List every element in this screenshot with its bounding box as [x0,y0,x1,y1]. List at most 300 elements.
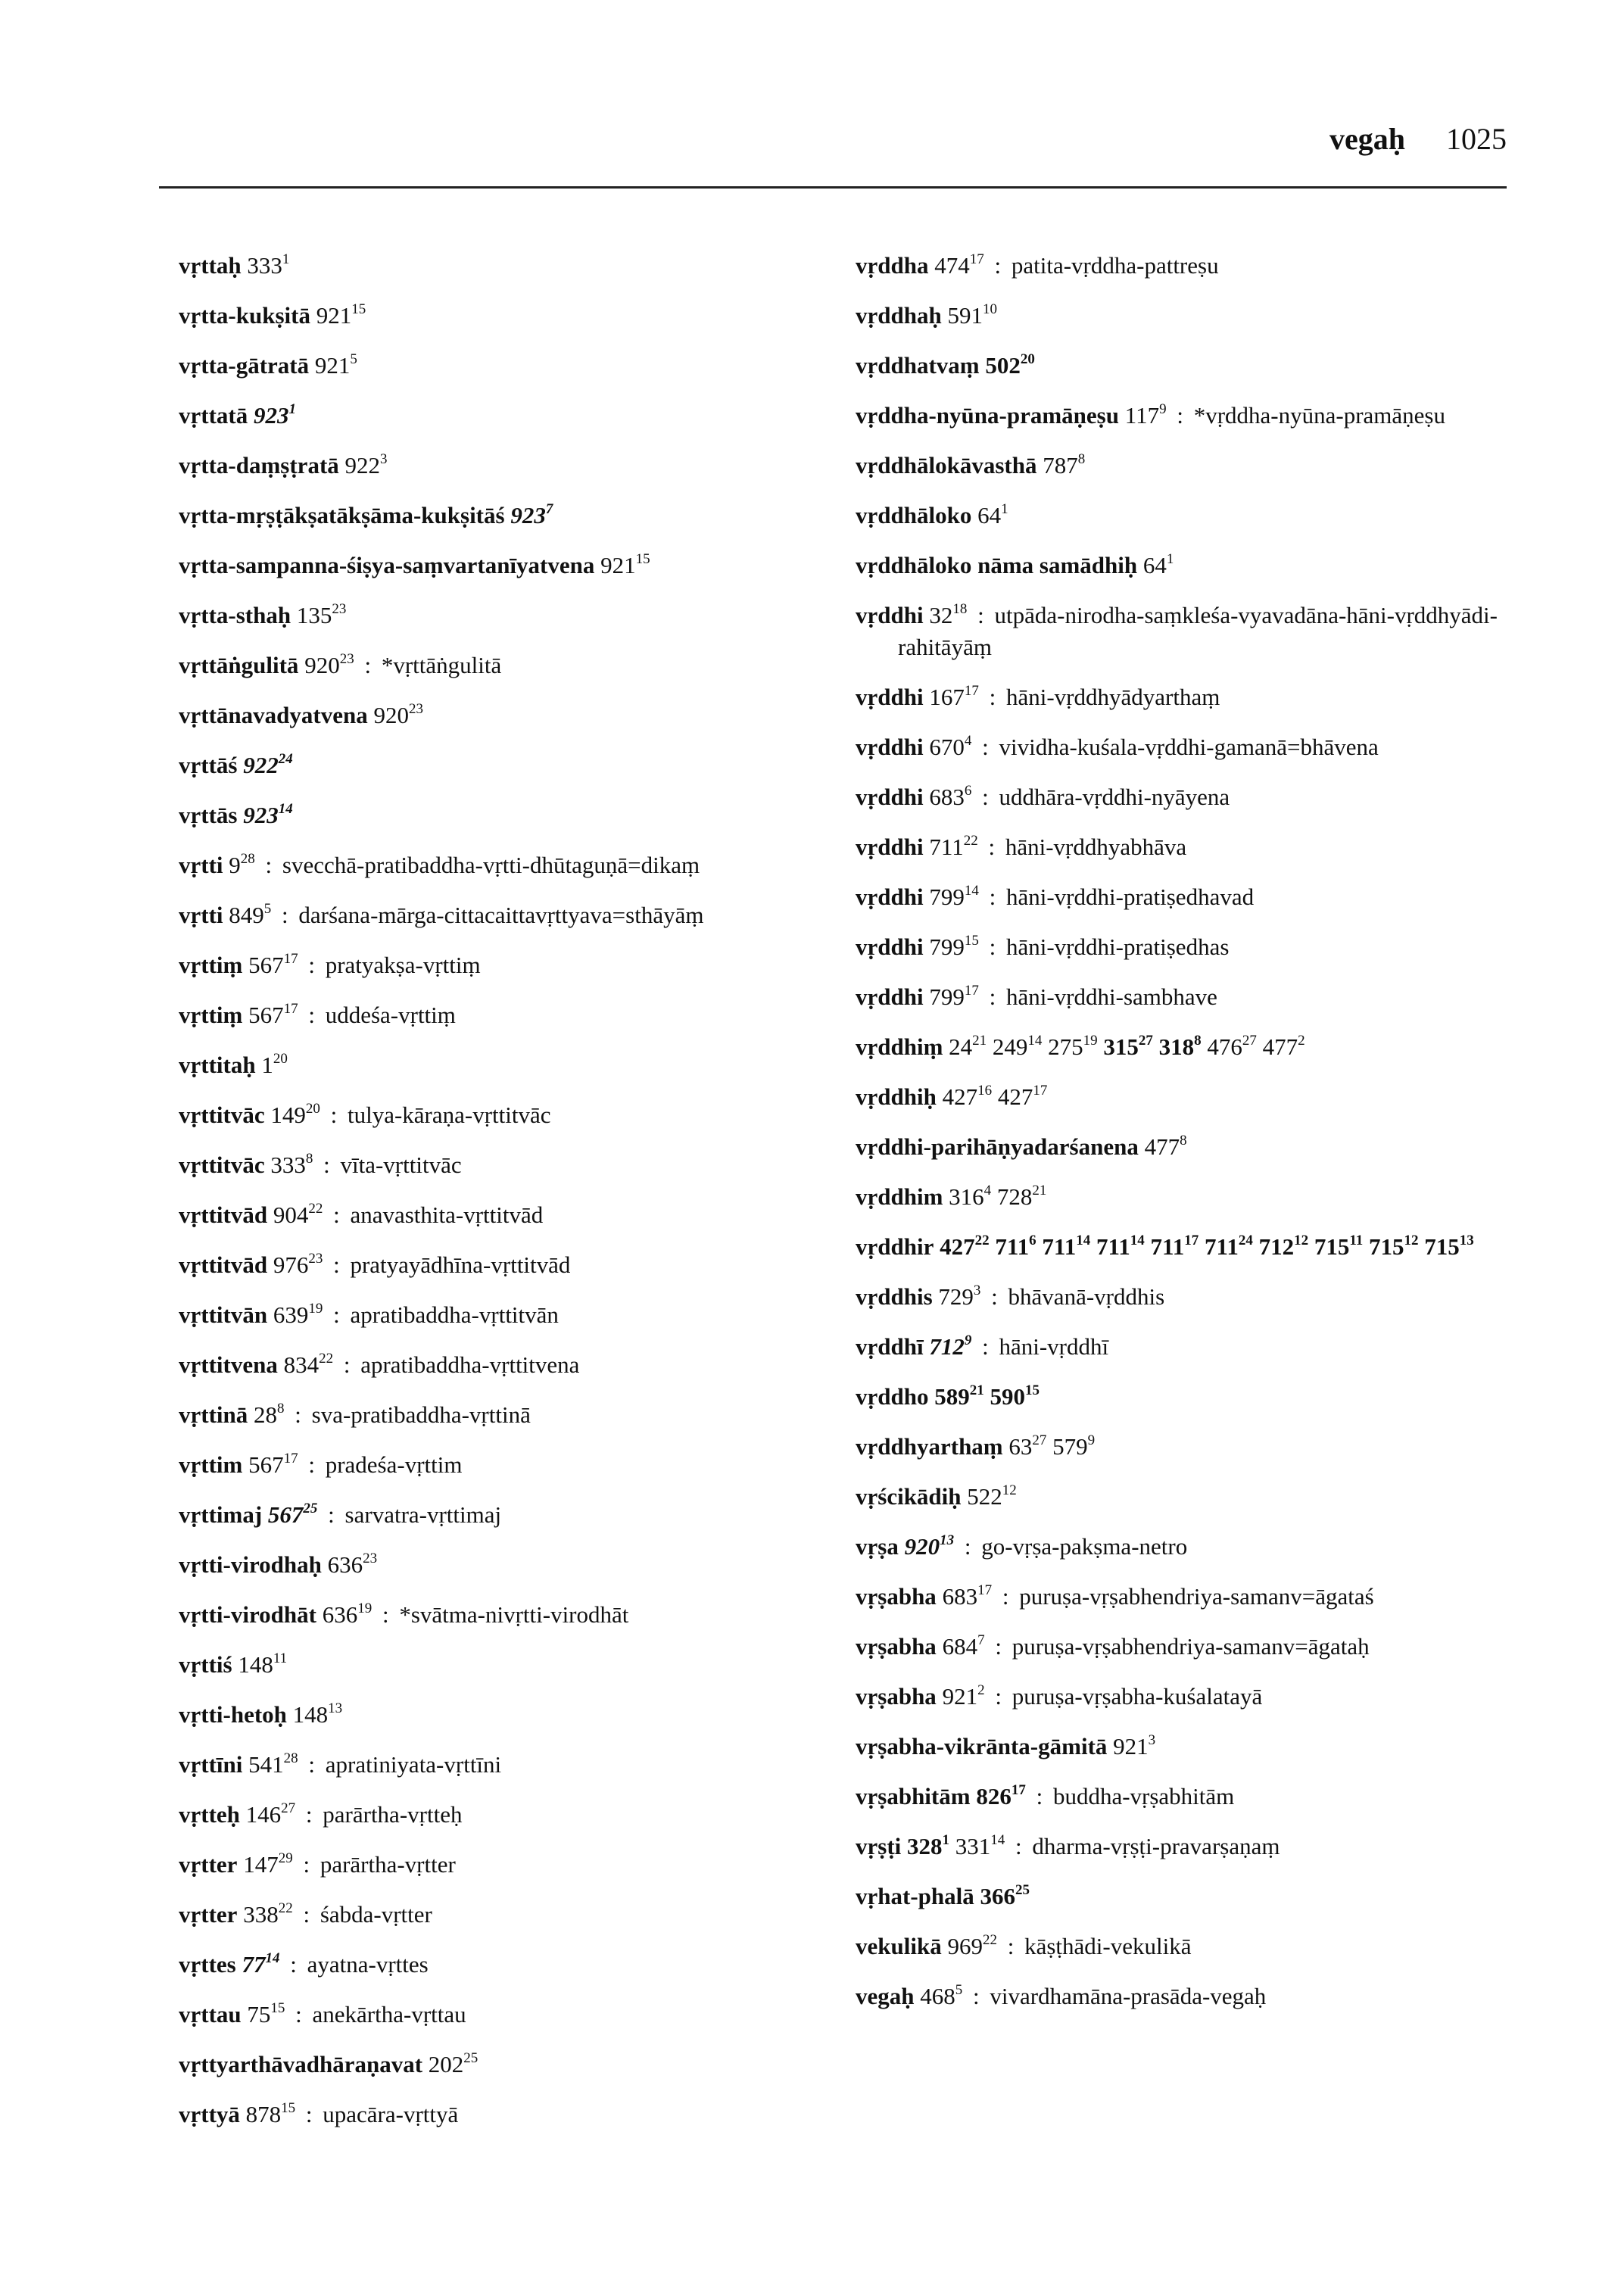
page-line-ref [947,302,997,329]
line-ref: 8 [277,1401,285,1417]
context-text: puruṣa-vṛṣabhendriya-samanv=āgataś [1019,1583,1374,1610]
page-ref: 117 [1124,402,1160,429]
context-text: vivardhamāna-prasāda-vegaḥ [990,1983,1267,2009]
page-line-ref [1043,452,1085,478]
line-ref: 29 [278,1850,293,1866]
page-ref: 579 [1052,1433,1088,1460]
headword: vṛddhi [856,684,924,710]
page-ref: 711 [1096,1233,1130,1260]
headword: vṛttitvād [179,1202,268,1228]
headword: vṛddhi [856,784,924,810]
index-entry [856,1731,1522,1763]
page-ref: 921 [1113,1733,1149,1759]
context-text: anekārtha-vṛttau [312,2001,466,2028]
line-ref: 14 [964,883,979,899]
page-ref: 316 [949,1183,984,1210]
page-line-ref [273,1202,323,1228]
headword: vṛṣṭi [856,1833,902,1859]
line-ref: 17 [1184,1233,1199,1248]
line-ref: 5 [350,351,357,367]
headword: vṛtti-virodhaḥ [179,1551,322,1578]
line-ref: 7 [545,501,553,517]
headword: vṛttim [179,1451,243,1478]
index-entry [179,250,845,282]
page-line-ref [1008,1433,1046,1460]
page-ref: 712 [1258,1233,1295,1260]
page-line-ref [976,1783,1026,1809]
headword: vṛttāṅgulitā [179,652,299,678]
headword: vṛtter [179,1901,238,1928]
context-separator: : [982,734,989,760]
page-ref: 904 [273,1202,309,1228]
page-ref: 711 [929,834,964,860]
context-text: kāṣṭhādi-vekulikā [1024,1933,1192,1959]
index-entry [179,1749,845,1781]
page-line-ref [1314,1233,1363,1260]
line-ref: 8 [1180,1133,1187,1149]
headword: vṛddhi [856,734,924,760]
context-separator: : [1007,1933,1015,1959]
context-separator: : [982,1333,989,1360]
page-ref: 148 [292,1701,329,1728]
context-separator: : [1015,1833,1022,1859]
page-ref: 729 [938,1283,974,1310]
page-line-ref [977,502,1008,528]
page-line-ref [940,1233,990,1260]
page-line-ref [248,1002,298,1028]
headword: vegaḥ [856,1983,915,2009]
page-ref: 567 [248,1451,284,1478]
page-ref: 477 [1144,1133,1180,1160]
headword: vṛttitvāc [179,1102,265,1128]
page-ref: 922 [344,452,381,478]
headword: vṛttau [179,2001,242,2028]
index-entry [856,731,1522,763]
page-ref: 146 [245,1801,282,1828]
index-entry [179,600,845,631]
line-ref: 24 [278,751,293,767]
line-ref: 25 [303,1501,318,1516]
line-ref: 4 [964,733,972,749]
page-ref: 77 [242,1951,266,1978]
index-entry [179,1349,845,1381]
line-ref: 3 [380,451,388,467]
page-ref: 476 [1207,1033,1242,1060]
headword: vṛttitaḥ [179,1052,256,1078]
context-text: pratyakṣa-vṛttiṃ [325,952,481,978]
index-entry [179,1599,845,1631]
context-separator: : [333,1301,340,1328]
page-line-ref [929,734,971,760]
page-ref: 366 [980,1883,1015,1909]
page-line-ref [242,1951,279,1978]
headword: vṛddhiḥ [856,1083,937,1110]
index-entry [856,1681,1522,1713]
page-line-ref [949,1183,991,1210]
page-number: 1025 [1446,122,1507,156]
line-ref: 25 [463,2050,478,2066]
line-ref: 23 [308,1251,323,1267]
page-line-ref [938,1283,980,1310]
page-ref: 249 [992,1033,1028,1060]
line-ref: 19 [1083,1033,1098,1049]
headword: vṛddhis [856,1283,933,1310]
line-ref: 13 [328,1700,343,1716]
page-line-ref [270,1102,320,1128]
line-ref: 22 [319,1351,334,1367]
headword: vṛddhi [856,834,924,860]
page-ref: 711 [1205,1233,1239,1260]
index-entry [179,1899,845,1931]
context-separator: : [1036,1783,1043,1809]
line-ref: 12 [1002,1482,1017,1498]
index-entry [856,1031,1522,1063]
line-ref: 15 [635,551,650,567]
page-ref: 920 [304,652,340,678]
page-line-ref [943,1683,985,1710]
headword: vṛddhi [856,983,924,1010]
page-ref: 64 [1142,552,1167,578]
right-column [856,250,1522,2031]
context-text: ayatna-vṛttes [307,1951,429,1978]
index-entry [856,1181,1522,1213]
page-line-ref [293,1701,343,1728]
index-entry [856,1881,1522,1912]
headword: vṛṣa [856,1533,899,1560]
line-ref: 9 [1087,1432,1096,1448]
page-line-ref [243,1851,293,1878]
context-text: anavasthita-vṛttitvād [350,1202,544,1228]
line-ref: 17 [964,683,979,699]
line-ref: 15 [281,2100,296,2116]
page-ref: 636 [327,1551,363,1578]
index-entry [856,350,1522,382]
page-line-ref [254,402,296,429]
context-separator: : [964,1533,971,1560]
page-ref: 147 [243,1851,279,1878]
page-line-ref [316,302,366,329]
page-line-ref [248,952,298,978]
page-ref: 427 [997,1083,1033,1110]
page-ref: 590 [990,1383,1025,1410]
index-entry [179,799,845,831]
headword: vṛddhi [856,884,924,910]
page-line-ref [943,1083,993,1110]
line-ref: 6 [1029,1233,1036,1248]
page-line-ref [247,2001,285,2028]
line-ref: 17 [283,1001,298,1017]
page-line-ref [1369,1233,1419,1260]
line-ref: 14 [1027,1033,1043,1049]
page-ref: 591 [947,302,983,329]
line-ref: 14 [265,1950,280,1966]
page-ref: 589 [934,1383,970,1410]
index-entry [179,1199,845,1231]
line-ref: 28 [283,1750,298,1766]
page-line-ref [934,252,984,279]
index-entry [179,400,845,432]
context-separator: : [989,983,996,1010]
index-entry [179,1699,845,1731]
line-ref: 15 [270,2000,285,2016]
headword: vṛddhatvaṃ [856,352,980,379]
page-line-ref [929,933,979,960]
line-ref: 20 [273,1051,288,1067]
line-ref: 5 [955,1982,963,1998]
context-separator: : [989,933,996,960]
line-ref: 21 [972,1033,987,1049]
page-line-ref [270,1152,313,1178]
line-ref: 2 [1298,1033,1305,1049]
page-line-ref [429,2051,478,2077]
page-line-ref [998,1083,1048,1110]
headword: vṛddhi [856,933,924,960]
line-ref: 23 [339,651,354,667]
context-text: sva-pratibaddha-vṛttinā [311,1401,531,1428]
index-entry [856,400,1522,432]
context-text: parārtha-vṛtter [320,1851,456,1878]
headword: vṛtta-kukṣitā [179,302,310,329]
index-entry [856,781,1522,813]
line-ref: 7 [977,1632,985,1648]
index-entry [856,1581,1522,1613]
page-ref: 715 [1424,1233,1460,1260]
index-entry [856,1481,1522,1513]
headword: vṛttimaj [179,1501,263,1528]
line-ref: 5 [263,901,272,917]
page-ref: 715 [1314,1233,1350,1260]
page-ref: 331 [955,1833,991,1859]
headword: vṛddha-nyūna-pramāṇeṣu [856,402,1119,429]
context-separator: : [323,1152,330,1178]
page-line-ref [997,1183,1047,1210]
line-ref: 11 [273,1650,288,1666]
context-separator: : [265,852,273,878]
index-entry [856,1981,1522,2012]
index-entry [179,1149,845,1181]
page-ref: 9 [229,852,241,878]
page-ref: 799 [929,884,965,910]
context-separator: : [994,252,1002,279]
line-ref: 13 [940,1532,955,1548]
page-ref: 333 [270,1152,306,1178]
context-text: śabda-vṛtter [320,1901,432,1928]
headword: vṛddhyarthaṃ [856,1433,1003,1460]
line-ref: 17 [1011,1782,1026,1798]
line-ref: 12 [1404,1233,1419,1248]
page-line-ref [1259,1233,1309,1260]
line-ref: 8 [1077,451,1086,467]
page-ref: 683 [929,784,965,810]
page-line-ref [1263,1033,1305,1060]
context-text: tulya-kāraṇa-vṛttitvāc [347,1102,551,1128]
page-line-ref [261,1052,288,1078]
context-text: uddhāra-vṛddhi-nyāyena [999,784,1230,810]
index-entry [856,981,1522,1013]
page-line-ref [995,1233,1036,1260]
page-line-ref [1159,1033,1202,1060]
line-ref: 21 [969,1382,984,1398]
context-text: vīta-vṛttitvāc [340,1152,462,1178]
context-separator: : [308,1002,315,1028]
context-separator: : [1002,1583,1009,1610]
context-text: vividha-kuśala-vṛddhi-gamanā=bhāvena [999,734,1379,760]
headword: vṛttīni [179,1751,243,1778]
page-ref: 920 [373,702,409,728]
page-line-ref [248,1451,298,1478]
line-ref: 27 [1242,1033,1257,1049]
line-ref: 17 [977,1582,993,1598]
headword: vṛtta-daṃṣṭratā [179,452,339,478]
context-separator: : [303,1901,310,1928]
line-ref: 27 [281,1800,296,1816]
page-ref: 712 [929,1333,965,1360]
context-text: svecchā-pratibaddha-vṛtti-dhūtaguṇā=dikaṃ [282,852,700,878]
context-text: hāni-vṛddhi-sambhave [1005,983,1217,1010]
page-line-ref [246,1801,296,1828]
index-entry [179,450,845,482]
page-line-ref [1042,1233,1090,1260]
headword: vṛttes [179,1951,236,1978]
context-separator: : [328,1501,335,1528]
context-text: *svātma-nivṛtti-virodhāt [399,1601,629,1628]
index-entry [179,650,845,681]
context-text: patita-vṛddha-pattreṣu [1011,252,1219,279]
index-entry [179,1099,845,1131]
page-line-ref [1052,1433,1095,1460]
page-header [159,121,1507,189]
line-ref: 20 [305,1101,320,1117]
line-ref: 22 [974,1233,990,1248]
line-ref: 16 [977,1083,993,1099]
headword: vṛttinā [179,1401,248,1428]
page-line-ref [243,752,293,778]
page-line-ref [248,1751,298,1778]
line-ref: 17 [969,251,984,267]
page-line-ref [929,884,979,910]
context-separator: : [973,1983,980,2009]
context-separator: : [382,1601,389,1628]
headword: vṛttās [179,802,238,828]
line-ref: 6 [964,783,972,799]
headword: vṛddhāloko [856,502,972,528]
index-entry [179,1299,845,1331]
page-line-ref [284,1351,334,1378]
page-ref: 921 [942,1683,978,1710]
page-ref: 711 [995,1233,1030,1260]
page-line-ref [905,1533,955,1560]
index-entry [179,550,845,581]
index-entry [856,250,1522,282]
page-line-ref [315,352,357,379]
page-ref: 976 [273,1251,309,1278]
headword: vṛttānavadyatvena [179,702,368,728]
line-ref: 20 [1020,351,1035,367]
index-entry [856,600,1522,663]
index-entry [856,1531,1522,1563]
index-entry [856,1081,1522,1113]
headword: vṛddhi-parihāṇyadarśanena [856,1133,1139,1160]
index-entry [179,1399,845,1431]
line-ref: 11 [1349,1233,1364,1248]
context-separator: : [330,1102,338,1128]
line-ref: 1 [1166,551,1174,567]
page-ref: 328 [907,1833,943,1859]
line-ref: 22 [308,1201,323,1217]
line-ref: 27 [1138,1033,1153,1049]
page-ref: 921 [314,352,351,379]
page-ref: 427 [942,1083,978,1110]
page-ref: 315 [1103,1033,1139,1060]
line-ref: 9 [1159,401,1167,417]
page-ref: 474 [934,252,970,279]
context-text: hāni-vṛddhi-pratiṣedhavad [1005,884,1255,910]
context-separator: : [333,1202,340,1228]
headword: vṛttyarthāvadhāraṇavat [179,2051,423,2077]
page-line-ref [929,602,967,628]
headword: vṛttaḥ [179,252,242,279]
page-ref: 969 [947,1933,983,1959]
line-ref: 9 [964,1332,972,1348]
index-entry [179,2049,845,2080]
page-ref: 32 [929,602,953,628]
index-entry [856,1781,1522,1812]
page-ref: 24 [949,1033,973,1060]
index-entry [179,1849,845,1881]
page-line-ref [268,1501,318,1528]
page-line-ref [510,502,553,528]
headword: vṛddho [856,1383,929,1410]
running-headword: vegaḥ [1329,122,1405,156]
headword: vṛtta-sthaḥ [179,602,291,628]
page-line-ref [1125,402,1167,429]
page-line-ref [247,252,289,279]
context-text: dharma-vṛṣṭi-pravarṣaṇaṃ [1032,1833,1280,1859]
page-ref: 477 [1262,1033,1298,1060]
context-text: hāni-vṛddhī [999,1333,1109,1360]
page-line-ref [1151,1233,1199,1260]
page-ref: 167 [929,684,965,710]
left-column [179,250,845,2149]
index-entry [856,1231,1522,1263]
page-ref: 338 [243,1901,279,1928]
line-ref: 17 [283,1451,298,1466]
page-line-ref [243,1901,293,1928]
headword: vṛttitvāc [179,1152,265,1178]
index-entry [856,550,1522,581]
page-ref: 275 [1048,1033,1083,1060]
context-text: upacāra-vṛttyā [323,2101,459,2127]
context-text: hāni-vṛddhi-pratiṣedhas [1005,933,1230,960]
page-line-ref [304,652,354,678]
headword: vṛttitvād [179,1251,268,1278]
context-separator: : [991,1283,998,1310]
page-ref: 923 [243,802,279,828]
headword: vṛttitvān [179,1301,268,1328]
page-ref: 28 [254,1401,278,1428]
index-entry [179,949,845,981]
line-ref: 28 [240,851,255,867]
headword: vṛddhaḥ [856,302,942,329]
headword: vṛddha [856,252,929,279]
headword: vṛtter [179,1851,238,1878]
headword: vṛhat-phalā [856,1883,974,1909]
context-text: pratyayādhīna-vṛttitvād [350,1251,571,1278]
line-ref: 25 [1015,1882,1030,1898]
page-line-ref [1096,1233,1145,1260]
context-text: apratibaddha-vṛttitvān [350,1301,559,1328]
index-entry [856,1331,1522,1363]
